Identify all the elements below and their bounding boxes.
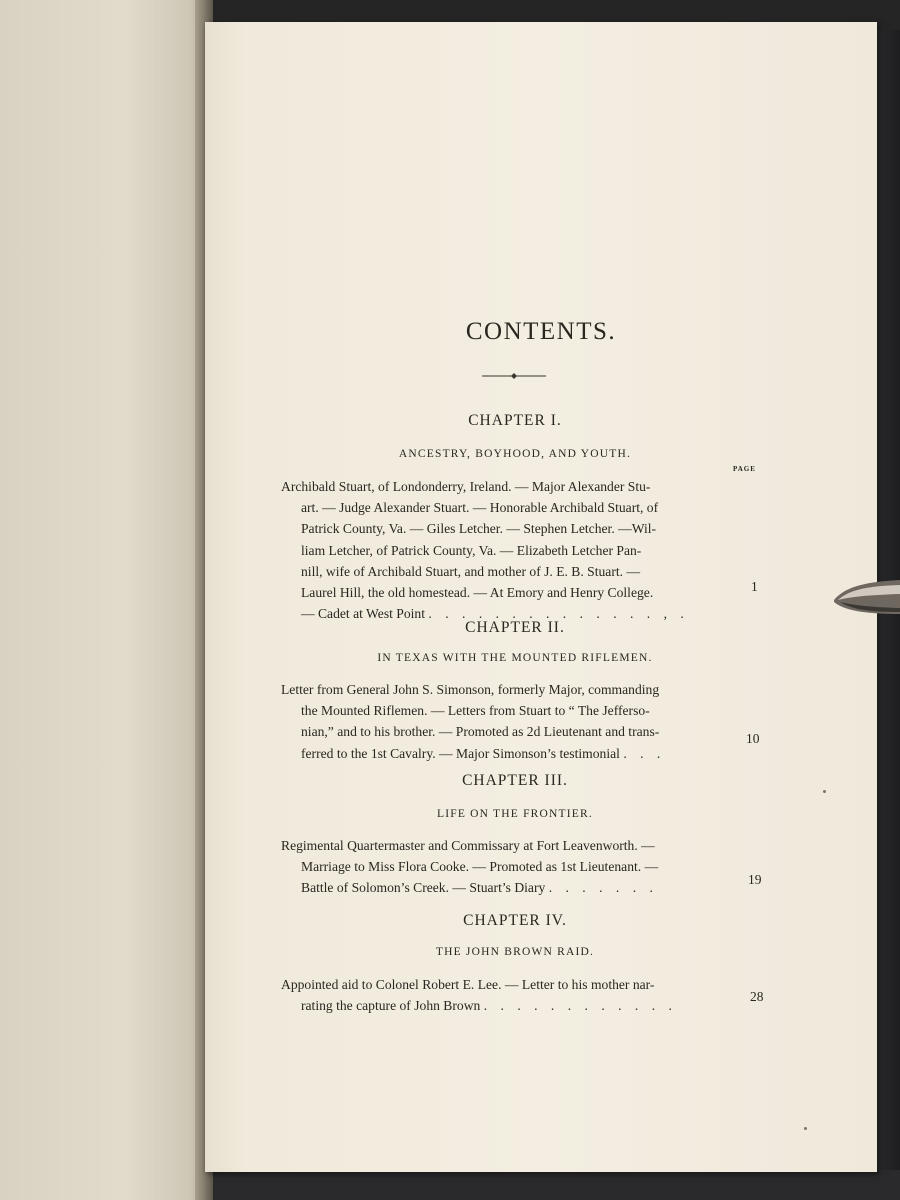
summary-line: nian,” and to his brother. — Promoted as 2d Lieutenant and trans- <box>301 724 660 740</box>
summary-line: — Cadet at West Point <box>301 606 426 622</box>
summary-line: Battle of Solomon’s Creek. — Stuart’s Diary <box>301 880 546 896</box>
chapter-heading: CHAPTER IV. <box>463 912 567 929</box>
dot-leaders: . . . . . . . <box>548 880 658 896</box>
page-title: CONTENTS. <box>465 318 617 345</box>
left-facing-page <box>0 0 205 1200</box>
summary-line: Marriage to Miss Flora Cooke. — Promoted as 1st Lieutenant. — <box>301 859 659 875</box>
summary-line: Patrick County, Va. — Giles Letcher. — Stephen Letcher. —Wil- <box>301 521 657 537</box>
summary-line: Laurel Hill, the old homestead. — At Emory and Henry College. <box>301 584 654 600</box>
dot-leaders: . . . <box>623 745 666 761</box>
chapter-subtitle: ANCESTRY, BOYHOOD, AND YOUTH. <box>398 448 632 460</box>
summary-line: Regimental Quartermaster and Commissary at Fort Leavenworth. — <box>281 838 655 853</box>
summary-line: ferred to the 1st Cavalry. — Major Simonson’s testimonial <box>301 745 620 761</box>
chapter-subtitle: IN TEXAS WITH THE MOUNTED RIFLEMEN. <box>377 652 653 664</box>
summary-line: Letter from General John S. Simonson, formerly Major, commanding <box>281 682 660 697</box>
page-number: 19 <box>748 872 762 887</box>
chapter-heading: CHAPTER III. <box>462 772 568 789</box>
metal-bookmark-clip-icon <box>832 574 900 620</box>
ornament-rule <box>482 372 546 380</box>
dot-leaders: . . . . . . . . . . . . <box>483 998 677 1014</box>
chapter-heading: CHAPTER II. <box>465 619 565 636</box>
dot-leaders: . . . . . . . . . . . . . . , . <box>428 606 689 622</box>
summary-line: Appointed aid to Colonel Robert E. Lee. — Letter to his mother nar- <box>281 977 655 992</box>
page-number: 10 <box>746 731 760 746</box>
summary-line: liam Letcher, of Patrick County, Va. — Elizabeth Letcher Pan- <box>301 542 642 558</box>
chapter-subtitle: LIFE ON THE FRONTIER. <box>437 808 593 820</box>
chapter-summary <box>281 974 731 1016</box>
paper-speck <box>823 790 826 793</box>
summary-line: art. — Judge Alexander Stuart. — Honorable Archibald Stuart, of <box>301 500 659 516</box>
page-column-header: PAGE <box>733 465 756 473</box>
page-number: 28 <box>750 989 764 1004</box>
summary-line: the Mounted Riflemen. — Letters from Stuart to “ The Jefferso- <box>301 703 650 719</box>
summary-line: rating the capture of John Brown <box>301 998 481 1014</box>
chapter-summary <box>281 679 731 764</box>
summary-line: nill, wife of Archibald Stuart, and mother of J. E. B. Stuart. — <box>301 563 641 579</box>
chapter-subtitle: THE JOHN BROWN RAID. <box>435 946 595 958</box>
page-number: 1 <box>751 579 758 594</box>
chapter-summary <box>281 835 731 899</box>
summary-line: Archibald Stuart, of Londonderry, Ireland. — Major Alexander Stu- <box>281 479 651 494</box>
chapter-heading: CHAPTER I. <box>468 412 562 429</box>
paper-speck <box>804 1127 807 1130</box>
chapter-summary <box>281 476 731 624</box>
